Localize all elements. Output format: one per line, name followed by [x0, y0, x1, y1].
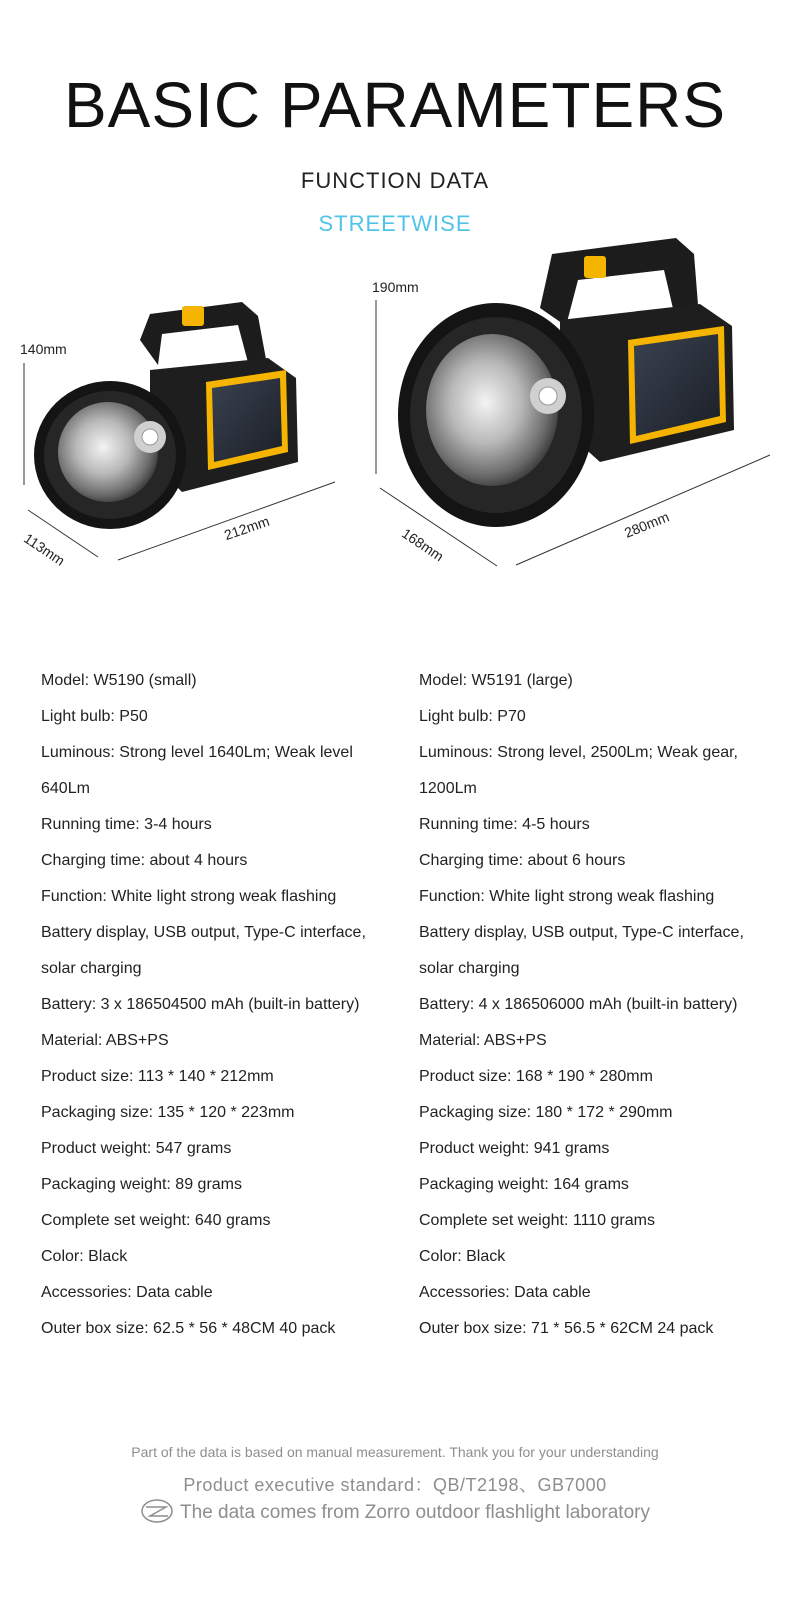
spec-item: Running time: 4-5 hours	[419, 816, 590, 833]
spec-item: Luminous: Strong level 1640Lm; Weak level 640Lm	[41, 744, 353, 797]
spec-item: Running time: 3-4 hours	[41, 816, 212, 833]
spec-item: Model: W5190 (small)	[41, 672, 197, 689]
small-depth-label: 113mm	[21, 530, 68, 569]
spec-item: Battery: 4 x 186506000 mAh (built-in battery)	[419, 996, 738, 1013]
spec-item: Outer box size: 62.5 * 56 * 48CM 40 pack	[41, 1320, 336, 1337]
spec-item: Battery: 3 x 186504500 mAh (built-in battery)	[41, 996, 360, 1013]
page-title: BASIC PARAMETERS	[63, 69, 727, 141]
spec-item: Product weight: 941 grams	[419, 1140, 610, 1157]
small-spec-list	[41, 663, 381, 1347]
spec-item: Function: White light strong weak flashing	[419, 888, 715, 905]
spec-item: Material: ABS+PS	[419, 1032, 547, 1049]
spec-item: Model: W5191 (large)	[419, 672, 573, 689]
large-depth-label: 168mm	[399, 525, 447, 565]
brand-name: STREETWISE	[318, 211, 472, 236]
spec-item: Outer box size: 71 * 56.5 * 62CM 24 pack	[419, 1320, 714, 1337]
zorro-logo-icon	[140, 1498, 174, 1524]
spec-item: Complete set weight: 1110 grams	[419, 1212, 655, 1229]
small-height-label: 140mm	[20, 341, 67, 357]
source-text: The data comes from Zorro outdoor flashlight laboratory	[180, 1502, 650, 1524]
large-flashlight-image	[398, 238, 734, 527]
spec-item: Light bulb: P70	[419, 708, 526, 725]
spec-item: Charging time: about 6 hours	[419, 852, 626, 869]
spec-item: Accessories: Data cable	[41, 1284, 213, 1301]
spec-item: Packaging weight: 164 grams	[419, 1176, 629, 1193]
large-length-label: 280mm	[622, 508, 672, 541]
spec-item: Battery display, USB output, Type-C interface, solar charging	[419, 924, 744, 977]
spec-item: Product weight: 547 grams	[41, 1140, 232, 1157]
spec-item: Accessories: Data cable	[419, 1284, 591, 1301]
small-flashlight-image	[34, 302, 298, 529]
spec-item: Function: White light strong weak flashing	[41, 888, 337, 905]
spec-item: Complete set weight: 640 grams	[41, 1212, 271, 1229]
large-spec-list	[419, 663, 764, 1347]
spec-item: Material: ABS+PS	[41, 1032, 169, 1049]
section-subtitle: FUNCTION DATA	[300, 168, 490, 193]
spec-item: Packaging weight: 89 grams	[41, 1176, 242, 1193]
source-note	[0, 1502, 790, 1524]
spec-item: Packaging size: 135 * 120 * 223mm	[41, 1104, 295, 1121]
spec-item: Color: Black	[419, 1248, 506, 1265]
spec-item: Packaging size: 180 * 172 * 290mm	[419, 1104, 673, 1121]
small-length-label: 212mm	[222, 512, 272, 544]
standard-note: Product executive standard：QB/T2198、GB7000	[183, 1475, 607, 1495]
spec-item: Charging time: about 4 hours	[41, 852, 248, 869]
spec-item: Light bulb: P50	[41, 708, 148, 725]
spec-item: Color: Black	[41, 1248, 128, 1265]
measurement-note: Part of the data is based on manual measurement. Thank you for your understanding	[131, 1444, 659, 1460]
large-height-label: 190mm	[372, 279, 419, 295]
spec-item: Luminous: Strong level, 2500Lm; Weak gear, 1200Lm	[419, 744, 738, 797]
spec-item: Product size: 113 * 140 * 212mm	[41, 1068, 274, 1085]
spec-item: Battery display, USB output, Type-C interface, solar charging	[41, 924, 366, 977]
spec-item: Product size: 168 * 190 * 280mm	[419, 1068, 653, 1085]
